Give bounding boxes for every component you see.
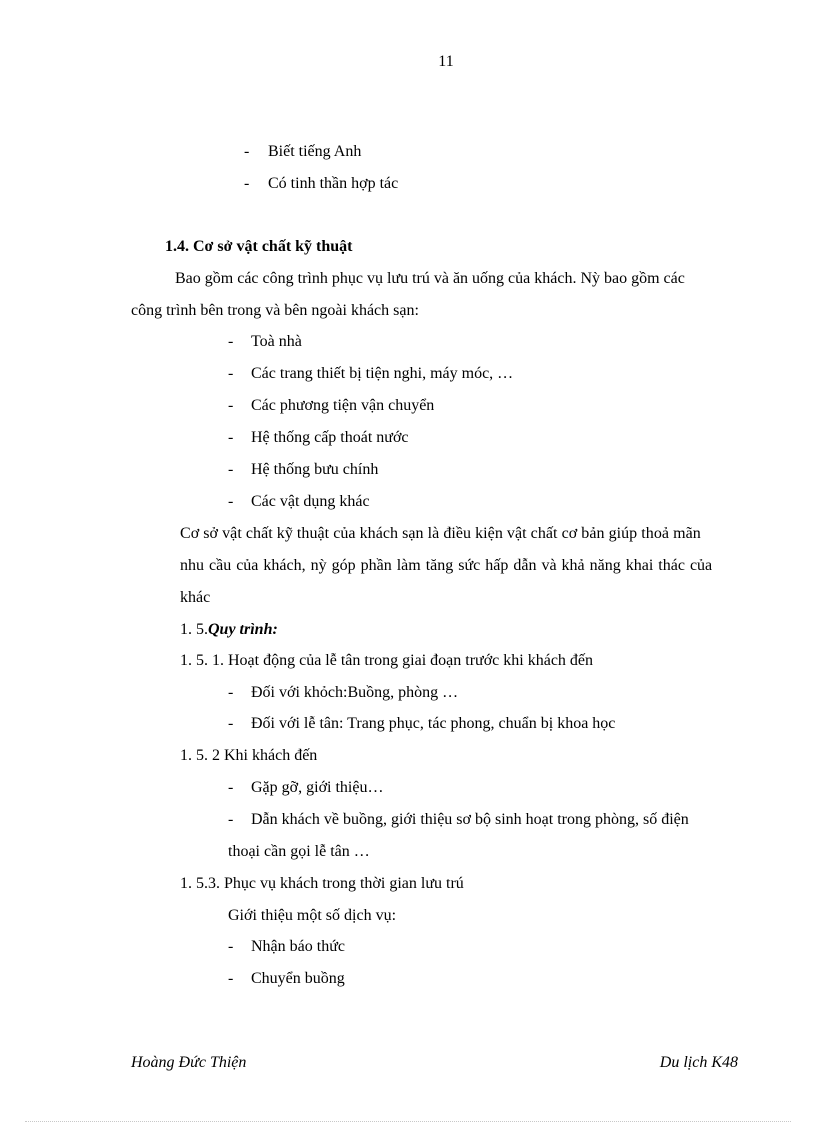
section-heading: 1.4. Cơ sở vật chất kỹ thuật (165, 238, 353, 255)
bullet-dash: - (228, 938, 234, 955)
bullet-dash: - (228, 684, 234, 701)
paragraph-text: Bao gồm các công trình phục vụ lưu trú và ăn uống của khách. Nỳ bao gồm các (175, 270, 685, 287)
bullet-dash: - (228, 715, 234, 732)
list-item: Dẫn khách về buồng, giới thiệu sơ bộ sinh hoạt trong phòng, số điện (251, 811, 689, 828)
bullet-dash: - (228, 493, 234, 510)
bullet-dash: - (244, 143, 250, 160)
list-item: Các vật dụng khác (251, 493, 370, 510)
section-title: Quy trình: (208, 621, 278, 638)
subsection-heading: 1. 5.3. Phục vụ khách trong thời gian lưu trú (180, 875, 464, 892)
bullet-dash: - (228, 429, 234, 446)
page-bottom-rule (25, 1121, 791, 1122)
page-number: 11 (438, 53, 454, 70)
list-item: Gặp gỡ, giới thiệu… (251, 779, 384, 796)
list-item: Hệ thống bưu chính (251, 461, 379, 478)
list-item: Các phương tiện vận chuyển (251, 397, 435, 414)
list-item-continuation: thoại cần gọi lễ tân … (228, 843, 370, 860)
paragraph-line: khác (180, 589, 211, 606)
paragraph-line (175, 269, 738, 289)
bullet-dash: - (228, 333, 234, 350)
subsection-heading: 1. 5. 2 Khi khách đến (180, 747, 318, 764)
footer-author: Hoàng Đức Thiện (131, 1054, 247, 1071)
bullet-dash: - (244, 175, 250, 192)
paragraph-line: công trình bên trong và bên ngoài khách sạn: (131, 302, 419, 319)
bullet-dash: - (228, 779, 234, 796)
paragraph-line: Cơ sở vật chất kỹ thuật của khách sạn là điều kiện vật chất cơ bản giúp thoả mãn (180, 525, 701, 542)
list-item: Biết tiếng Anh (268, 143, 362, 160)
subsection-heading: 1. 5. 1. Hoạt động của lễ tân trong giai đoạn trước khi khách đến (180, 652, 594, 669)
list-item: Các trang thiết bị tiện nghi, máy móc, … (251, 365, 514, 382)
list-item: Chuyển buồng (251, 970, 345, 987)
bullet-dash: - (228, 365, 234, 382)
section-heading (180, 620, 278, 640)
bullet-dash: - (228, 970, 234, 987)
list-item: Đối với lễ tân: Trang phục, tác phong, chuẩn bị khoa học (251, 715, 616, 732)
bullet-dash: - (228, 811, 234, 828)
list-item: Nhận báo thức (251, 938, 345, 955)
list-item: Toà nhà (251, 333, 302, 350)
bullet-dash: - (228, 461, 234, 478)
bullet-dash: - (228, 397, 234, 414)
paragraph-line: nhu cầu của khách, nỳ góp phần làm tăng sức hấp dẫn và khả năng khai thác của (180, 557, 713, 574)
paragraph-line: Giới thiệu một số dịch vụ: (228, 907, 397, 924)
section-number: 1. 5. (180, 621, 208, 638)
list-item: Có tinh thần hợp tác (268, 175, 399, 192)
footer-course: Du lịch K48 (659, 1054, 738, 1071)
list-item: Hệ thống cấp thoát nước (251, 429, 409, 446)
list-item: Đối với khỏch:Buồng, phòng … (251, 684, 459, 701)
